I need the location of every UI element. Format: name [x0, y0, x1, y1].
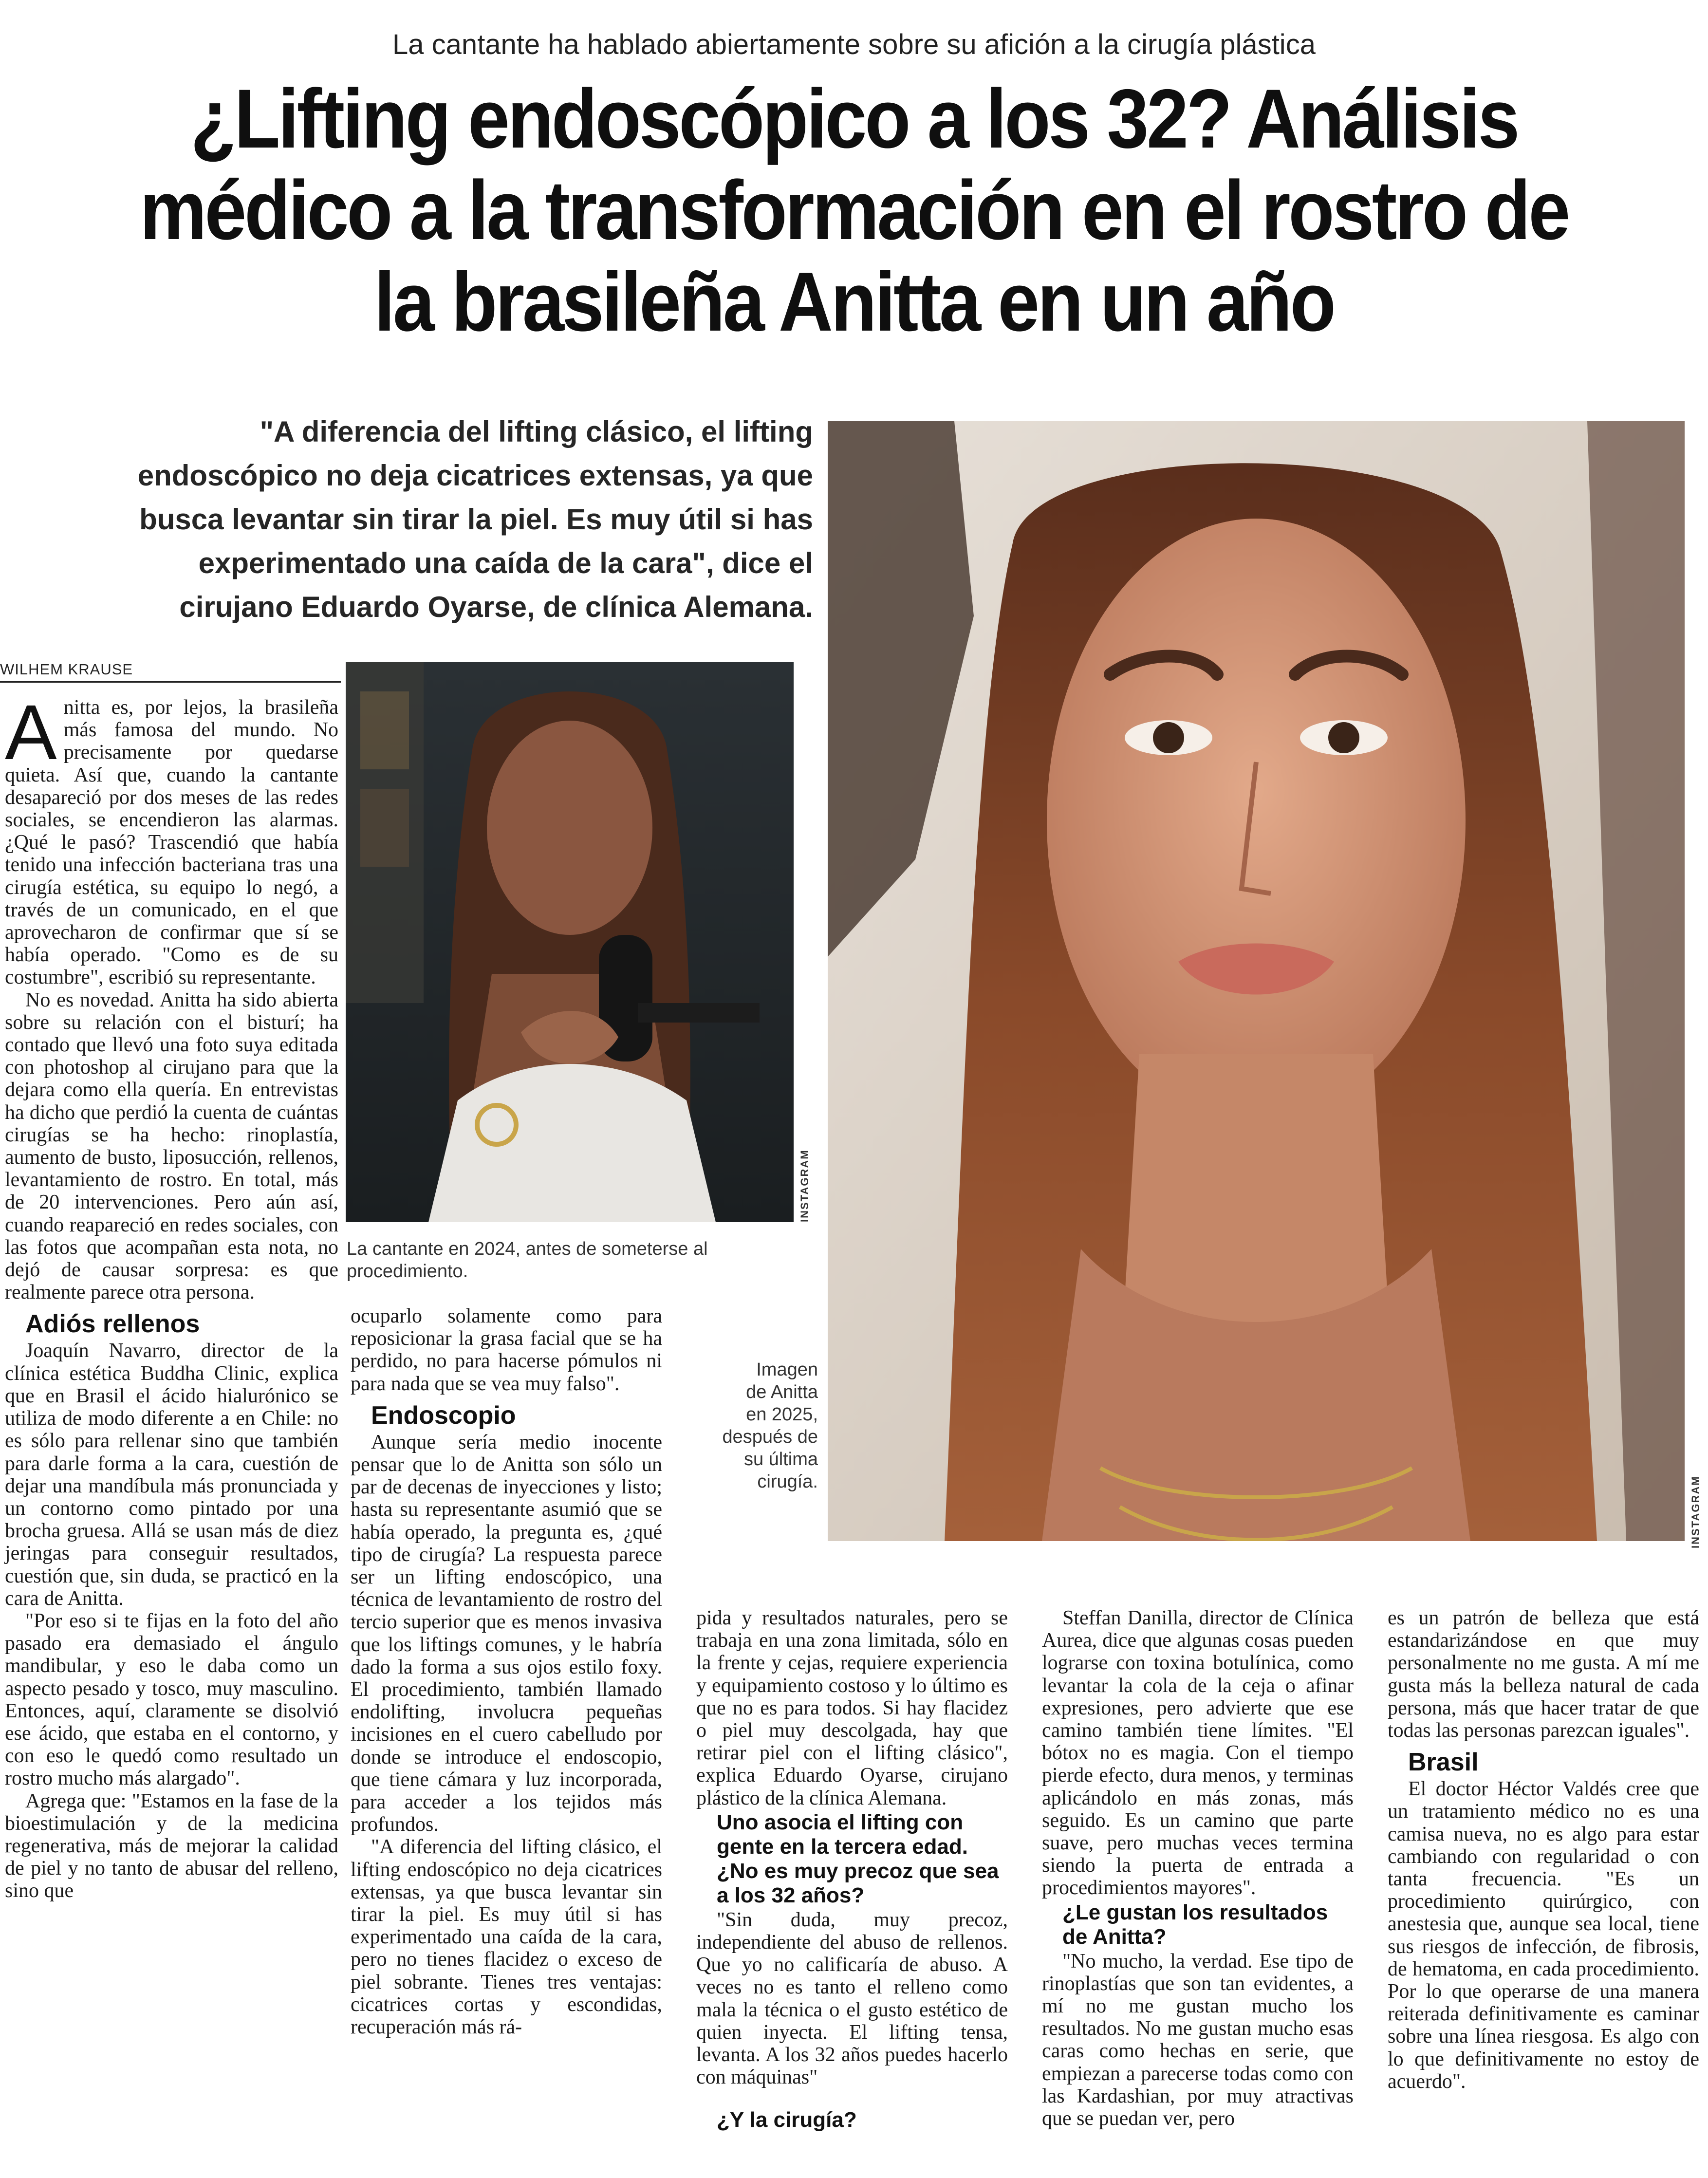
subheading-endoscopio: Endoscopio — [371, 1401, 516, 1430]
paragraph: "Sin duda, muy precoz, independiente del abuso de rellenos. Que yo no calificaría de abuso. A veces no es tanto el relleno como mala la técnica o el gusto estético de quien inyecta. El lifting tensa, levanta. A los 32 años puedes hacerlo con máquinas" — [696, 1908, 1008, 2089]
small-photo-caption: La cantante en 2024, antes de someterse al procedimiento. — [347, 1239, 708, 1282]
caption-line: de Anitta — [746, 1382, 818, 1402]
caption-line: después de — [722, 1427, 818, 1447]
paragraph: "A diferencia del lifting clásico, el lifting endoscópico no deja cicatrices extensas, ya que busca levantar sin tirar la piel. Es muy útil si has experimentado una caída de la cara, pero no tienes flacidez o exceso de piel sobrante. Tienes tres ventajas: cicatrices cortas y escondidas, recuperación más rá- — [351, 1836, 662, 2039]
column-4 — [1042, 1607, 1354, 2130]
question-heading: ¿Le gustan los resultados de Anitta? — [1062, 1900, 1328, 1949]
drop-cap: A — [5, 689, 57, 776]
paragraph: ocuparlo solamente como para reposicionar la grasa facial que se ha perdido, no para hacerse pómulos ni para nada que se vea muy falso". — [351, 1305, 662, 1395]
question-heading: Uno asocia el lifting con gente en la tercera edad. ¿No es muy precoz que sea a los 32 años? — [717, 1810, 999, 1907]
caption-line: Imagen — [756, 1359, 818, 1380]
paragraph-text: nitta es, por lejos, la brasileña más famosa del mundo. No precisamente por quedarse quieta. Así que, cuando la cantante desapareció por dos meses de las redes sociales, se encendieron las alarmas. ¿Qué le pasó? Trascendió que había tenido una infección bacteriana tras una cirugía estética, su equipo lo negó, a través de un comunicado, en el que aprovecharon de confirmar que sí se había operado. "Como es de su costumbre", escribió su representante. — [5, 696, 338, 989]
paragraph: Aunque sería medio inocente pensar que lo de Anitta son sólo un par de decenas de inyecciones y listo; hasta su representante asumió que se había operado, la pregunta es, ¿qué tipo de cirugía? La respuesta parece ser un lifting endoscópico, una técnica de levantamiento de rostro del tercio superior que es menos invasiva que los liftings comunes, y le habría dado la forma a sus ojos estilo foxy. El procedimiento, también llamado endolifting, involucra pequeñas incisiones en el cuero cabelludo por donde se introduce el endoscopio, que tiene cámara y luz incorporada, para acceder a los tejidos más profundos. — [351, 1431, 662, 1836]
paragraph: El doctor Héctor Valdés cree que un tratamiento médico no es una camisa nueva, no es algo para estar cambiando con regularidad o con tanta frecuencia. "Es un procedimiento quirúrgico, con anestesia que, aunque sea local, tiene sus riesgos de infección, de fibrosis, de hematoma, en cada procedimiento. Por lo que operarse de una manera reiterada definitivamente es caminar sobre una línea riesgosa. Es algo con lo que definitivamente no estoy de acuerdo". — [1388, 1778, 1699, 2093]
pull-quote — [44, 410, 813, 629]
paragraph: Agrega que: "Estamos en la fase de la bioestimulación y de la medicina regenerativa, más de mejorar la calidad de piel y no tanto de abusar del relleno, sino que — [5, 1789, 338, 1902]
headline-line: médico a la transformación en el rostro de — [140, 164, 1568, 257]
caption-line: en 2025, — [746, 1404, 818, 1425]
caption-line: cirugía. — [757, 1471, 818, 1492]
caption-line: su última — [743, 1449, 818, 1470]
subheading-brasil: Brasil — [1408, 1748, 1479, 1777]
paragraph: "No mucho, la verdad. Ese tipo de rinoplastías que son tan evidentes, a mí no me gustan mucho los resultados. No me gustan mucho esas caras como hechas en serie, que empiezan a parecerse todas como con las Kardashian, por muy atractivas que se puedan ver, pero — [1042, 1950, 1354, 2130]
paragraph: Joaquín Navarro, director de la clínica estética Buddha Clinic, explica que en Brasil el ácido hialurónico se utiliza de modo diferente a en Chile: no es sólo para rellenar sino que también para darle forma a la cara, cuestión de dejar una mandíbula más pronunciada y un contorno como pintado por una brocha gruesa. Allá se usan más de diez jeringas para conseguir resultados, cuestión que, sin duda, se practicó en la cara de Anitta. — [5, 1340, 338, 1610]
kicker: La cantante ha hablado abiertamente sobre su afición a la cirugía plástica — [392, 29, 1316, 60]
paragraph: No es novedad. Anitta ha sido abierta sobre su relación con el bisturí; ha contado que llevó una foto suya editada con photoshop al cirujano para que la dejara como ella quería. En entrevistas ha dicho que perdió la cuenta de cuántas cirugías se ha hecho: rinoplastía, aumento de busto, liposucción, rellenos, levantamiento de rostro. En total, más de 20 intervenciones. Pero aún así, cuando reapareció en redes sociales, con las fotos que acompañan esta nota, no dejó de causar sorpresa: es que realmente parece otra persona. — [5, 988, 338, 1304]
paragraph: pida y resultados naturales, pero se trabaja en una zona limitada, sólo en la frente y cejas, requiere experiencia y equipamiento costoso y lo último es que no es para todos. Si hay flacidez o piel muy descolgada, hay que retirar piel con el lifting clásico", explica Eduardo Oyarse, cirujano plástico de la clínica Alemana. — [696, 1607, 1008, 1809]
column-3 — [696, 1607, 1008, 2133]
column-5 — [1388, 1607, 1699, 2093]
small-photo-credit: INSTAGRAM — [798, 1149, 811, 1222]
paragraph: Steffan Danilla, director de Clínica Aurea, dice que algunas cosas pueden lograrse con toxina botulínica, como levantar la cola de la ceja o afinar expresiones, pero advierte que ese camino también tiene límites. "El bótox no es magia. Con el tiempo pierde efecto, dura menos, y terminas aplicándolo en más zonas, más seguido. Es un camino que parte suave, pero muchas veces termina siendo la puerta de entrada a procedimientos mayores". — [1042, 1607, 1354, 1899]
small-photo — [346, 662, 794, 1222]
column-2 — [351, 1305, 662, 2038]
large-photo-caption — [701, 1359, 818, 1493]
interview-photo-illustration — [346, 662, 794, 1222]
headline — [111, 73, 1596, 348]
paragraph: "Por eso si te fijas en la foto del año pasado era demasiado el ángulo mandibular, y eso le daba como un aspecto pesado y tosco, muy masculino. Entonces, aquí, claramente se disolvió ese ácido, que estaba en el contorno, y con eso le quedó como resultado un rostro mucho más alargado". — [5, 1609, 338, 1790]
headline-line: ¿Lifting endoscópico a los 32? Análisis — [190, 72, 1518, 166]
large-photo-credit: INSTAGRAM — [1689, 1475, 1702, 1548]
byline: WILHEM KRAUSE — [0, 660, 341, 683]
large-photo — [828, 421, 1685, 1541]
pull-quote-line: busca levantar sin tirar la piel. Es muy útil si has — [139, 503, 813, 536]
portrait-illustration — [828, 421, 1685, 1541]
paragraph: es un patrón de belleza que está estandarizándose en que muy personalmente no me gusta. A mí me gusta más la belleza natural de cada persona, más que hacer tratar de que todas las personas parezcan iguales". — [1388, 1607, 1699, 1742]
paragraph — [5, 689, 338, 989]
pull-quote-line: endoscópico no deja cicatrices extensas, ya que — [137, 459, 813, 492]
headline-line: la brasileña Anitta en un año — [374, 255, 1334, 349]
question-heading: ¿Y la cirugía? — [717, 2108, 857, 2132]
pull-quote-line: experimentado una caída de la cara", dice el — [198, 547, 813, 579]
column-1 — [5, 689, 338, 1902]
pull-quote-line: "A diferencia del lifting clásico, el lifting — [260, 415, 813, 448]
subheading-adios-rellenos: Adiós rellenos — [25, 1310, 200, 1339]
pull-quote-line: cirujano Eduardo Oyarse, de clínica Alemana. — [179, 591, 813, 623]
